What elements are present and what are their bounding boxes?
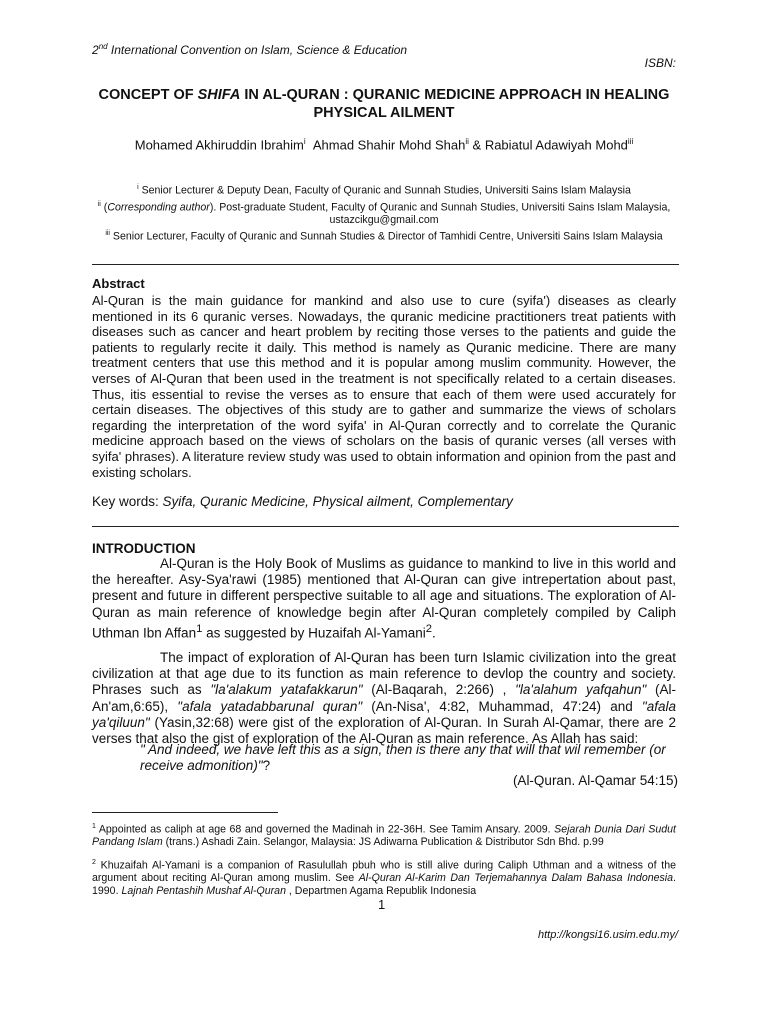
footnote-ref[interactable]: 2 [425, 622, 432, 635]
affiliation-3 [92, 227, 676, 244]
footnote-ref[interactable]: 1 [196, 622, 203, 635]
title-part: CONCEPT OF [98, 87, 198, 103]
conference-header [92, 42, 407, 57]
footnote-italic: Lajnah Pentashih Mushaf Al-Quran [121, 884, 286, 897]
conference-ordinal: 2 [92, 43, 99, 57]
paper-title [92, 86, 676, 122]
author-marker: iii [627, 137, 634, 146]
author-name: & Rabiatul Adawiyah Mohd [472, 137, 628, 153]
divider [92, 264, 679, 265]
quote-text: " And indeed, we have left this as a sign, then is there any that will that wil remember (or receive admonition)" [140, 742, 666, 774]
title-italic: SHIFA [197, 87, 241, 103]
paragraph-text: (Yasin,32:68) were gist of the exploration of Al-Quran. In Surah Al-Qamar, there are 2 verses that also the gist of exploration of the Al-Quran as main reference. As Allah has said: [92, 714, 676, 747]
keywords [92, 494, 513, 509]
isbn-label: ISBN: [644, 56, 676, 70]
footnote-text: (trans.) Ashadi Zain. Selangor, Malaysia: JS Adiwarna Publication & Distributor Sdn Bhd. p.99 [162, 836, 604, 849]
paragraph-text: Al-Quran is the Holy Book of Muslims as guidance to mankind to live in this world and the hereafter. Asy-Sya'rawi (1985) mentioned that Al-Quran can give intrepertation about past, present and future in different perspective suitable to all age and situations. The exploration of Al-Quran as main reference of knowledge begin after Al-Quran completely compiled by Caliph Uthman Ibn Affan [92, 556, 676, 641]
paragraph-text: . [432, 625, 436, 641]
keywords-list: Syifa, Quranic Medicine, Physical ailment, Complementary [162, 494, 513, 509]
intro-paragraph-1 [92, 556, 676, 642]
author-marker: ii [465, 137, 469, 146]
arabic-phrase: "la'alakum yatafakkarun" [210, 682, 363, 698]
intro-paragraph-2 [92, 650, 676, 747]
affiliation-2 [92, 198, 676, 228]
author-name: Mohamed Akhiruddin Ibrahim [134, 137, 304, 153]
footnote-italic: Sejarah Dunia Dari Sudut Pandang Islam [92, 823, 676, 849]
quran-quote [140, 742, 680, 774]
quote-reference: (Al-Quran. Al-Qamar 54:15) [512, 773, 678, 788]
affiliation-text: Senior Lecturer, Faculty of Quranic and Sunnah Studies & Director of Tamhidi Centre, Universiti Sains Islam Malaysia [109, 230, 663, 243]
affiliation-marker: i [137, 184, 139, 191]
affiliations [92, 181, 676, 244]
author-list [92, 137, 676, 152]
abstract-heading: Abstract [92, 276, 145, 291]
affiliation-marker: iii [105, 230, 110, 238]
footnote-text: Khuzaifah Al-Yamani is a companion of Rasulullah pbuh who is still alive during Caliph Uthman and a witness of the argument about reciting Al-Quran among muslim. See [92, 859, 676, 885]
footnote-italic: Al-Quran Al-Karim Dan Terjemahannya Dalam Bahasa Indonesia [358, 872, 674, 885]
affiliation-text: ). Post-graduate Student, Faculty of Quranic and Sunnah Studies, Universiti Sains Islam Malaysia, ustazcikgu@gmail.com [209, 201, 671, 227]
affiliation-marker: ii [97, 200, 101, 208]
author-name: Ahmad Shahir Mohd Shah [312, 137, 466, 153]
footnote-text: . 1990. [92, 872, 676, 897]
paragraph-text: as suggested by Huzaifah Al-Yamani [202, 625, 426, 641]
title-part: IN AL-QURAN : QURANIC MEDICINE APPROACH IN HEALING PHYSICAL AILMENT [240, 87, 670, 121]
footnote-text: Appointed as caliph at age 68 and governed the Madinah in 22-36H. See Tamim Ansary. 2009. [95, 823, 555, 836]
footnote-divider [92, 812, 278, 813]
footnote-marker: 1 [92, 823, 96, 830]
arabic-phrase: "afala yatadabbarunal quran" [177, 698, 363, 714]
arabic-phrase: "afala ya'qiluun" [92, 698, 676, 730]
footnote-marker: 2 [92, 859, 96, 866]
introduction-heading: INTRODUCTION [92, 541, 196, 556]
paragraph-text: (Al-An'am,6:65), [92, 682, 676, 714]
footnote-text: , Departmen Agama Republik Indonesia [285, 884, 477, 897]
page-number: 1 [378, 897, 386, 912]
affiliation-italic: Corresponding author [107, 201, 210, 214]
divider [92, 526, 679, 527]
footnote-1 [92, 821, 676, 849]
footer-url-link[interactable]: http://kongsi16.usim.edu.my/ [537, 929, 678, 941]
paragraph-text: (An-Nisa', 4:82, Muhammad, 47:24) and [362, 698, 642, 714]
affiliation-text: ( [100, 201, 108, 214]
abstract-text: Al-Quran is the main guidance for mankind and also use to cure (syifa') diseases as clearly mentioned in its 6 quranic verses. Nowadays, the quranic medicine practitioners treat patients with diseases such as cancer and heart problem by reciting those verses to the patients and guide the patients to regularly recite it daily. This method is namely as Quranic medicine. There are many treatment centers that use this method and it is popular among muslim community. However, the verses of Al-Quran that been used in the treatment is not specifically related to a certain diseases. Thus, itis essential to revise the verses as to ensure that each of them were used accurately for certain diseases. The objectives of this study are to gather and summarize the views of scholars regarding the interpretation of the word syifa' in Al-Quran correctly and to correlate the Quranic medicine approach based on the views of scholars on the basis of quranic verses (all verses with syifa' phrases). A literature review study was used to obtain information and opinion from the past and existing scholars. [92, 293, 676, 480]
footnote-2 [92, 857, 676, 897]
paragraph-text: The impact of exploration of Al-Quran has been turn Islamic civilization into the great civilization at that age due to its function as main reference to devlop the country and society. Phrases such as [92, 650, 676, 698]
affiliation-text: Senior Lecturer & Deputy Dean, Faculty of Quranic and Sunnah Studies, Universiti Sains Islam Malaysia [138, 184, 631, 197]
arabic-phrase: "la'alahum yafqahun" [515, 682, 647, 698]
conference-ordinal-suffix: nd [98, 42, 108, 51]
quote-punct: ? [262, 758, 271, 774]
affiliation-1 [92, 181, 676, 198]
conference-name: International Convention on Islam, Science & Education [107, 43, 408, 57]
author-marker: i [303, 137, 306, 146]
keywords-label: Key words: [92, 494, 163, 509]
paragraph-text: (Al-Baqarah, 2:266) , [362, 682, 516, 698]
